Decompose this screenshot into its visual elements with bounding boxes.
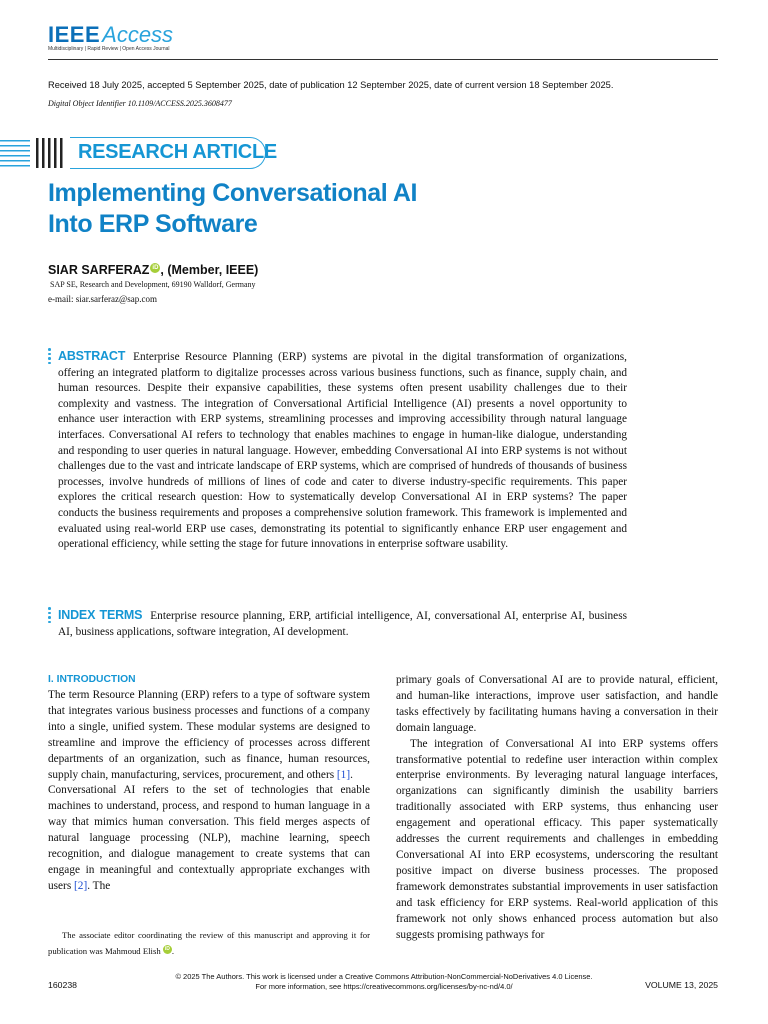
index-terms-label: INDEX TERMS: [58, 608, 143, 622]
abstract: [58, 349, 627, 553]
intro-text: . The: [87, 879, 111, 892]
page-number: 160238: [48, 980, 77, 990]
citation-link-1[interactable]: [1]: [336, 768, 351, 781]
index-terms-text: Enterprise resource planning, ERP, artificial intelligence, AI, conversational AI, enterprise AI, business AI, business applications, software integration, AI development.: [58, 610, 627, 638]
publication-dates: Received 18 July 2025, accepted 5 September 2025, date of publication 12 September 2025, date of current version 18 September 2025.: [48, 80, 614, 90]
author-affiliation: SAP SE, Research and Development, 69190 Walldorf, Germany: [50, 280, 256, 289]
orcid-icon[interactable]: iD: [164, 946, 170, 952]
doi: Digital Object Identifier 10.1109/ACCESS.2025.3608477: [48, 99, 232, 108]
author-name: SIAR SARFERAZ: [48, 263, 150, 277]
banner-stripes-icon: [0, 137, 66, 169]
abstract-dots-icon: [48, 348, 52, 366]
citation-link-2[interactable]: [2]: [74, 879, 88, 892]
journal-tagline: Multidisciplinary | Rapid Review | Open Access Journal: [48, 46, 170, 52]
journal-brand: IEEE: [48, 22, 101, 47]
author-membership: , (Member, IEEE): [160, 263, 259, 277]
license-line-2[interactable]: For more information, see https://creativecommons.org/licenses/by-nc-nd/4.0/: [255, 981, 513, 991]
paper-title: [48, 178, 548, 240]
body-column-left: [48, 688, 370, 895]
intro-paragraph-2: [48, 783, 370, 894]
title-line-2: Into ERP Software: [48, 210, 258, 238]
volume-label: VOLUME 13, 2025: [645, 980, 718, 990]
footnote-end: .: [171, 946, 175, 956]
intro-paragraph-3: The integration of Conversational AI into ERP systems offers transformative potential to redefine user interaction within complex enterprise environments. By leveraging natural language interfaces, organizations can significantly diminish the usability barriers traditionally associated with ERP systems, thus enhancing user engagement and operational efficacy. This paper systematically addresses the current requirements and challenges in embedding Conversational AI into ERP ecosystems, underscoring the resultant positive impact on diverse business processes. The proposed framework demonstrates substantial improvements in user satisfaction and task efficiency for ERP systems. Real-world application of this framework not only shows enhanced process automation but also suggests promising pathways for: [396, 737, 718, 941]
intro-text: The term Resource Planning (ERP) refers to a type of software system that integrates various business processes and functions of a company into a single, unified system. These modular systems are designed to streamline and improve the efficiency of processes across different departments of an organization, such as finance, human resources, supply chain, manufacturing, services, procurement, and others: [48, 689, 370, 781]
journal-name: Access: [102, 22, 174, 47]
article-type-label: RESEARCH ARTICLE: [78, 141, 277, 163]
author-email: e-mail: siar.sarferaz@sap.com: [48, 294, 157, 304]
header-divider: [48, 59, 718, 60]
journal-logo: [48, 22, 173, 48]
intro-text: Conversational AI refers to the set of technologies that enable machines to understand, process, and respond to human language in a way that mimics human conversation. This field merges aspects of natural language processing (NLP), machine learning, speech recognition, and dialogue management to create systems that can engage in meaningful and contextually appropriate exchanges with users: [48, 784, 370, 892]
abstract-label: ABSTRACT: [58, 349, 126, 363]
editor-footnote: [48, 927, 370, 959]
orcid-icon[interactable]: iD: [152, 265, 159, 271]
abstract-text: Enterprise Resource Planning (ERP) systems are pivotal in the digital transformation of organizations, offering an integrated platform to digitalize processes across various business functions, such as finance, supply chain, and human resources. Despite their expansive capabilities, these systems often present usability challenges due to their complexity and vastness. The integration of Conversational Artificial Intelligence (AI) presents a novel opportunity to enhance user interaction with ERP systems, streamlining processes and improving accessibility through natural language interfaces. Conversational AI refers to technology that enables machines to engage in human-like dialogue, understanding and responding to user queries in natural language. However, embedding Conversational AI into ERP systems is not without challenges due to the vast and intricate landscape of ERP systems, which are comprised of hundreds of thousands of business processes, involve hundreds of millions of lines of code and cater to diverse industry-specific requirements. This paper explores the critical research question: How to systematically develop Conversational AI in ERP systems? The paper conducts the business requirements and proposes a comprehensive solution framework. This framework is implemented and evaluated using real-world ERP use cases, demonstrating its potential to significantly enhance ERP user engagement and operational efficiency, while setting the stage for future innovations in enterprise software usability.: [58, 351, 627, 551]
intro-text: .: [350, 768, 353, 781]
section-heading-introduction: I. INTRODUCTION: [48, 674, 136, 685]
footnote-text: The associate editor coordinating the review of this manuscript and approving it for publication was Mahmoud Elish: [48, 930, 370, 956]
author-line: [48, 263, 258, 277]
body-column-right: [396, 673, 718, 943]
intro-paragraph-2-cont: primary goals of Conversational AI are to provide natural, efficient, and human-like interactions, improve user satisfaction, and handle tasks effectively by facilitating humans having a conversation in their domain language.: [396, 674, 718, 734]
index-terms-dots-icon: [48, 607, 52, 625]
title-line-1: Implementing Conversational AI: [48, 179, 418, 207]
intro-paragraph-1: [48, 688, 370, 783]
license-line-1: © 2025 The Authors. This work is licensed under a Creative Commons Attribution-NonCommercial-NoDerivatives 4.0 License.: [175, 972, 593, 981]
index-terms: [58, 608, 627, 640]
